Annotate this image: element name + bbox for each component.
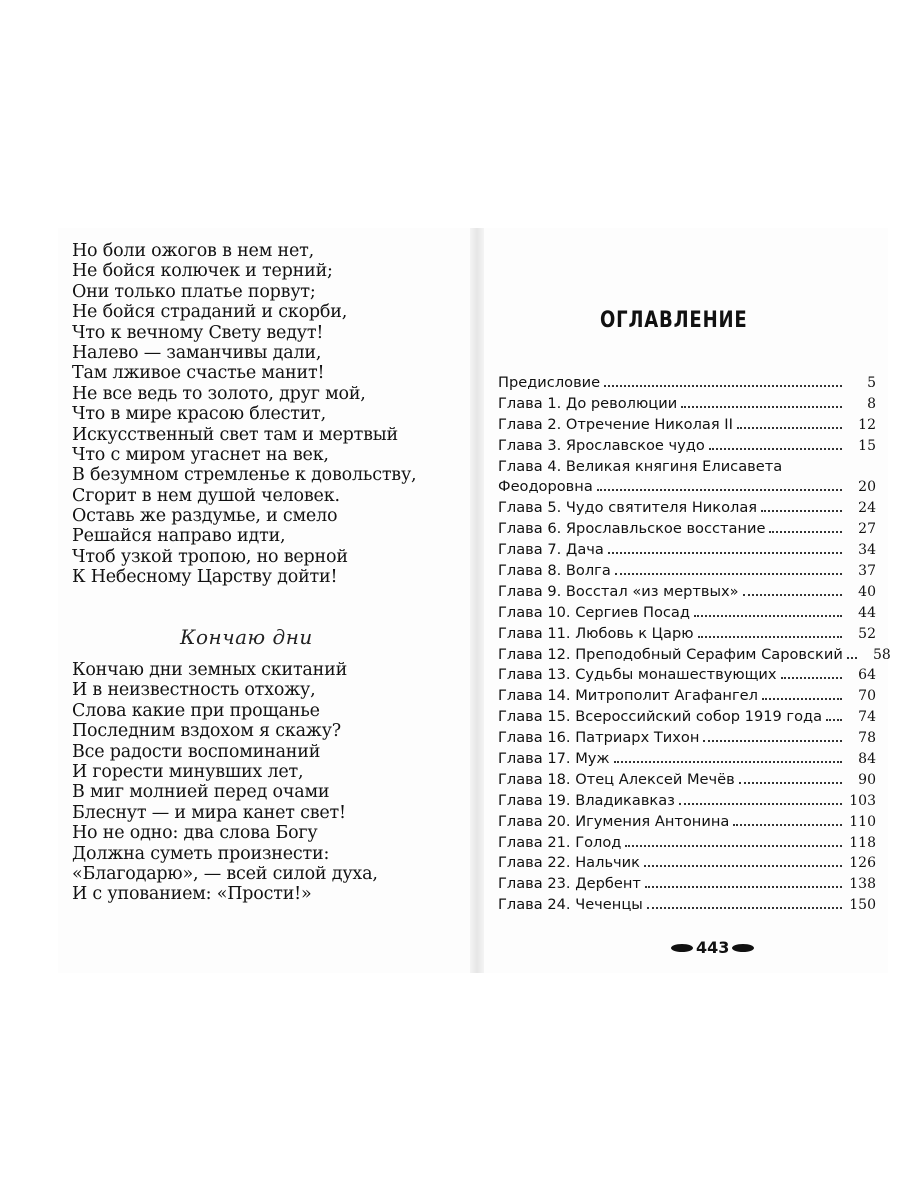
toc-entry-page: 138	[849, 876, 876, 893]
toc-entry-page: 5	[867, 375, 876, 391]
toc-entry-title: Глава 20. Игумения Антонина	[498, 812, 730, 830]
toc-entry	[498, 874, 876, 895]
toc-entry	[498, 749, 876, 770]
toc-entry-page: 8	[867, 395, 876, 412]
toc-leader-dots	[614, 761, 842, 763]
toc-leader-dots	[743, 594, 842, 596]
toc-entry	[498, 686, 876, 707]
toc-entry	[498, 415, 876, 436]
toc-entry-title: Глава 7. Дача	[498, 541, 604, 559]
toc-entry-title: Глава 4. Великая княгиня Елисавета	[498, 457, 783, 475]
poem-line: Последним вздохом я скажу?	[72, 721, 341, 742]
poem-line: И в неизвестность отхожу,	[72, 680, 316, 701]
toc-heading: ОГЛАВЛЕНИЕ	[600, 308, 748, 333]
toc-leader-dots	[847, 657, 857, 659]
toc-entry-page: 24	[858, 500, 876, 517]
toc-entry-title: Глава 12. Преподобный Серафим Саровский	[498, 645, 843, 663]
toc-leader-dots	[698, 636, 842, 638]
toc-entry-page: 150	[849, 897, 876, 914]
poem-line: Не бойся колючек и терний;	[72, 261, 333, 282]
toc-entry-page: 34	[858, 542, 876, 559]
toc-entry-title: Глава 10. Сергиев Посад	[498, 603, 690, 621]
toc-entry	[498, 457, 876, 478]
toc-entry-title: Глава 8. Волга	[498, 562, 611, 580]
poem-title: Кончаю дни	[180, 625, 313, 649]
toc-entry	[498, 436, 876, 457]
toc-entry-title: Глава 5. Чудо святителя Николая	[498, 499, 758, 517]
toc-entry-title: Феодоровна	[498, 478, 593, 496]
toc-entry	[498, 582, 876, 603]
toc-leader-dots	[703, 740, 842, 742]
toc-entry-title: Глава 24. Чеченцы	[498, 896, 643, 914]
toc-leader-dots	[733, 824, 842, 826]
book-gutter	[470, 228, 484, 973]
poem-line: Блеснут — и мира канет свет!	[72, 802, 346, 823]
toc-entry-title: Глава 23. Дербент	[498, 875, 641, 893]
toc-entry-title: Глава 9. Восстал «из мертвых»	[498, 582, 739, 600]
toc-entry-page: 74	[858, 709, 876, 726]
toc-entry-title: Глава 11. Любовь к Царю	[498, 624, 694, 642]
toc-entry-title: Глава 16. Патриарх Тихон	[498, 729, 700, 747]
toc-entry-page: 103	[849, 792, 876, 809]
toc-entry-page: 64	[858, 667, 876, 684]
poem-line: Слова какие при прощанье	[72, 700, 320, 721]
toc-leader-dots	[737, 427, 842, 429]
toc-entry-page: 84	[858, 751, 876, 768]
toc-leader-dots	[679, 803, 842, 805]
toc-entry	[498, 728, 876, 749]
poem-line: Они только платье порвут;	[72, 281, 316, 302]
toc-entry-page: 58	[873, 646, 891, 663]
toc-entry	[498, 791, 876, 812]
toc-entry-title: Глава 6. Ярославльское восстание	[498, 520, 766, 538]
table-of-contents	[498, 373, 891, 916]
poem-line: Там лживое счастье манит!	[72, 363, 325, 384]
toc-entry-page: 37	[858, 563, 876, 580]
ornament-left-icon	[671, 944, 693, 952]
poem-line: И горести минувших лет,	[72, 761, 304, 782]
poem-line: К Небесному Царству дойти!	[72, 567, 338, 588]
page-number	[668, 938, 757, 957]
toc-entry-title: Глава 1. До революции	[498, 394, 678, 412]
toc-entry-title: Глава 2. Отречение Николая II	[498, 415, 733, 433]
poem-line: Кончаю дни земных скитаний	[72, 660, 348, 680]
poem-line: В безумном стремленье к довольству,	[72, 465, 417, 486]
toc-entry-page: 78	[858, 730, 876, 747]
toc-leader-dots	[761, 510, 842, 512]
toc-entry	[498, 603, 876, 624]
toc-leader-dots	[615, 573, 842, 575]
toc-entry	[498, 645, 891, 666]
toc-entry-page: 20	[858, 479, 876, 496]
toc-leader-dots	[647, 907, 842, 909]
toc-entry-page: 126	[849, 855, 876, 872]
toc-leader-dots	[781, 677, 842, 679]
toc-entry	[498, 853, 876, 874]
poem-line: Решайся направо идти,	[72, 526, 286, 547]
toc-entry	[498, 812, 876, 833]
poem-line: Но боли ожогов в нем нет,	[72, 241, 314, 261]
toc-entry	[498, 665, 876, 686]
toc-entry	[498, 540, 876, 561]
toc-leader-dots	[597, 489, 842, 491]
toc-leader-dots	[762, 698, 842, 700]
poem-line: Искусственный свет там и мертвый	[72, 424, 398, 445]
toc-leader-dots	[644, 865, 842, 867]
toc-entry-title: Глава 15. Всероссийский собор 1919 года	[498, 708, 823, 726]
toc-leader-dots	[645, 886, 842, 888]
toc-leader-dots	[608, 552, 842, 554]
toc-entry-title: Глава 21. Голод	[498, 833, 622, 851]
poem-kончаю-дни	[72, 660, 452, 905]
toc-entry-title: Глава 13. Судьбы монашествующих	[498, 666, 777, 684]
toc-entry-page: 110	[849, 813, 876, 830]
page-number-value: 443	[696, 938, 730, 957]
poem-line: Оставь же раздумье, и смело	[72, 506, 338, 527]
poem-line: Сгорит в нем душой человек.	[72, 485, 340, 506]
poem-line: Не все ведь то золото, друг мой,	[72, 383, 366, 404]
toc-entry	[498, 519, 876, 540]
toc-leader-dots	[826, 719, 842, 721]
toc-entry	[498, 498, 876, 519]
toc-entry	[498, 833, 876, 854]
toc-entry-page: 70	[858, 688, 876, 705]
poem-line: Все радости воспоминаний	[72, 741, 321, 762]
poem-line: Чтоб узкой тропою, но верной	[72, 546, 348, 567]
poem-line: Что к вечному Свету ведут!	[72, 322, 324, 343]
poem-line: Что с миром угаснет на век,	[72, 444, 329, 465]
toc-entry-title: Предисловие	[498, 374, 601, 391]
poem-line: Но не одно: два слова Богу	[72, 823, 318, 844]
toc-entry-title: Глава 14. Митрополит Агафангел	[498, 687, 758, 705]
poem-line: И с упованием: «Прости!»	[72, 884, 312, 905]
toc-leader-dots	[739, 782, 842, 784]
poem-line: В миг молнией перед очами	[72, 782, 330, 803]
toc-entry-title: Глава 22. Нальчик	[498, 854, 640, 872]
toc-entry-page: 90	[858, 771, 876, 788]
toc-entry-page: 12	[858, 416, 876, 433]
poem-continuation	[72, 241, 452, 588]
toc-entry	[498, 895, 876, 916]
poem-line: «Благодарю», — всей силой духа,	[72, 863, 378, 884]
toc-entry-page: 118	[849, 834, 876, 851]
toc-leader-dots	[769, 531, 842, 533]
poem-line: Налево — заманчивы дали,	[72, 342, 322, 363]
toc-entry	[498, 624, 876, 645]
toc-entry-page: 27	[858, 521, 876, 538]
toc-entry-page: 52	[858, 625, 876, 642]
toc-entry-page: 40	[858, 583, 876, 600]
toc-entry-title: Глава 17. Муж	[498, 750, 610, 768]
toc-entry-title: Глава 3. Ярославское чудо	[498, 436, 705, 454]
poem-line: Что в мире красою блестит,	[72, 404, 327, 425]
toc-entry	[498, 707, 876, 728]
ornament-right-icon	[732, 944, 754, 952]
toc-leader-dots	[709, 448, 842, 450]
toc-entry	[498, 394, 876, 415]
toc-leader-dots	[604, 385, 842, 387]
toc-entry-page: 15	[858, 437, 876, 454]
toc-entry	[498, 770, 876, 791]
toc-entry-title: Глава 18. Отец Алексей Мечёв	[498, 770, 735, 788]
toc-entry-title: Глава 19. Владикавказ	[498, 791, 675, 809]
toc-leader-dots	[625, 845, 842, 847]
poem-line: Должна суметь произнести:	[72, 843, 330, 864]
toc-entry	[498, 477, 876, 498]
toc-leader-dots	[681, 406, 842, 408]
toc-entry	[498, 373, 876, 394]
toc-entry	[498, 561, 876, 582]
poem-line: Не бойся страданий и скорби,	[72, 302, 348, 323]
toc-entry-page: 44	[858, 604, 876, 621]
toc-leader-dots	[694, 615, 842, 617]
